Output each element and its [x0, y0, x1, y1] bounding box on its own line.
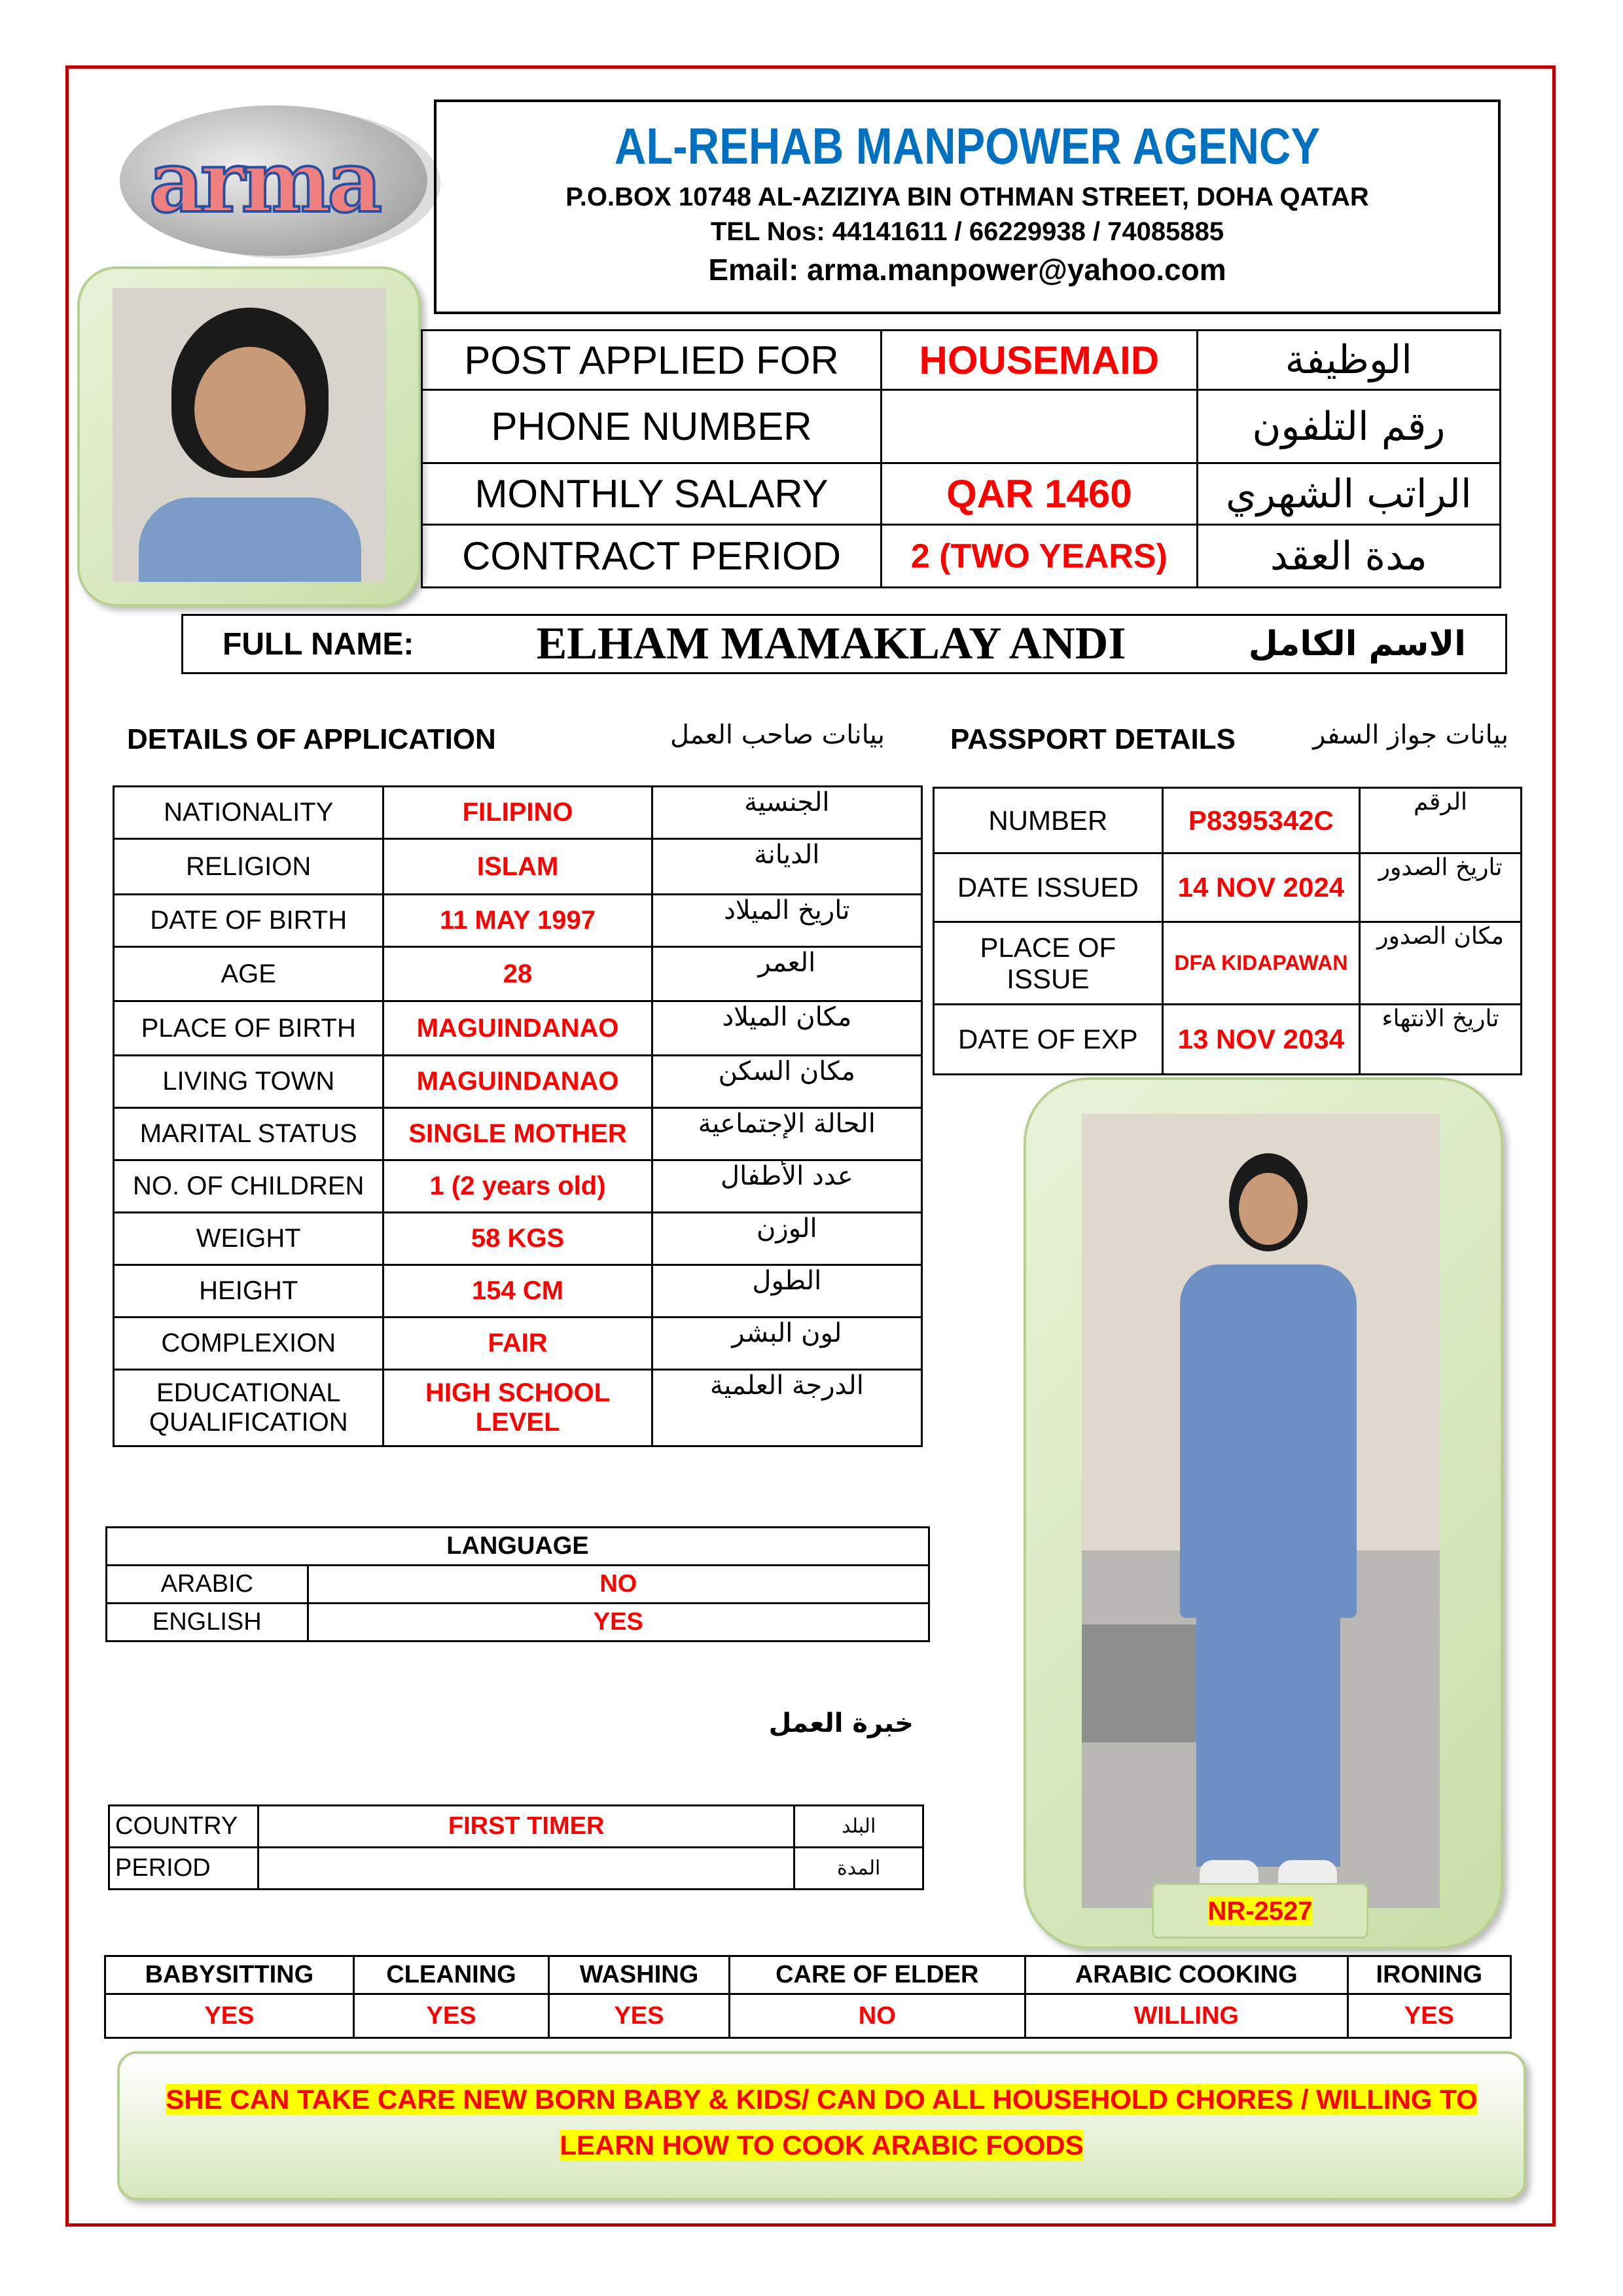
table-row	[114, 1160, 922, 1213]
passport-details-table	[933, 787, 1522, 1075]
label: NO. OF CHILDREN	[114, 1160, 383, 1213]
label-ar: عدد الأطفال	[652, 1160, 921, 1213]
label: DATE OF BIRTH	[114, 895, 383, 947]
agency-address: P.O.BOX 10748 AL-AZIZIYA BIN OTHMAN STREET, DOHA QATAR	[565, 183, 1369, 211]
table-row	[422, 525, 1501, 588]
value: FIRST TIMER	[258, 1806, 794, 1848]
value: 154 CM	[383, 1265, 652, 1318]
label: MARITAL STATUS	[114, 1108, 383, 1160]
skill-value: YES	[1347, 1994, 1510, 2038]
value: YES	[308, 1604, 929, 1641]
table-row	[114, 1265, 922, 1318]
passport-heading-ar: بيانات جواز السفر	[1313, 720, 1508, 750]
table-row	[934, 788, 1522, 853]
skills-table	[104, 1955, 1512, 2039]
language-title: LANGUAGE	[107, 1528, 929, 1566]
language-table	[105, 1526, 930, 1642]
agency-email: Email: arma.manpower@yahoo.com	[708, 253, 1226, 287]
skill-value: YES	[549, 1994, 729, 2038]
remarks-box	[117, 2051, 1526, 2200]
table-row	[422, 331, 1501, 390]
remarks-text: SHE CAN TAKE CARE NEW BORN BABY & KIDS/ CAN DO ALL HOUSEHOLD CHORES / WILLING TO LEARN HOW TO COOK ARABIC FOODS	[166, 2084, 1478, 2161]
label-ar: البلد	[794, 1806, 923, 1848]
skill-label: BABYSITTING	[105, 1956, 354, 1994]
table-row	[107, 1566, 929, 1604]
reference-code: NR-2527	[1207, 1897, 1313, 1926]
full-name-box	[181, 614, 1507, 674]
value: ISLAM	[383, 839, 652, 895]
label: RELIGION	[114, 839, 383, 895]
details-heading: DETAILS OF APPLICATION	[127, 723, 496, 755]
label-ar: الدرجة العلمية	[652, 1370, 921, 1446]
table-row	[422, 390, 1501, 463]
label-ar: الراتب الشهري	[1197, 463, 1500, 525]
value: HIGH SCHOOL LEVEL	[383, 1370, 652, 1446]
skill-label: CLEANING	[353, 1956, 549, 1994]
full-name-label: FULL NAME:	[223, 626, 414, 662]
label-ar: مدة العقد	[1197, 525, 1500, 588]
label: COUNTRY	[109, 1806, 259, 1848]
details-heading-ar: بيانات صاحب العمل	[670, 720, 885, 750]
label: ENGLISH	[107, 1604, 308, 1641]
label-ar: تاريخ الانتهاء	[1360, 1005, 1522, 1075]
label: ARABIC	[107, 1566, 308, 1604]
label-ar: العمر	[652, 947, 921, 1001]
value: MAGUINDANAO	[383, 1001, 652, 1056]
passport-heading: PASSPORT DETAILS	[950, 723, 1236, 755]
value: 14 NOV 2024	[1162, 853, 1359, 922]
full-name-label-ar: الاسم الكامل	[1248, 624, 1466, 664]
label-ar: مكان السكن	[652, 1056, 921, 1108]
value: 28	[383, 947, 652, 1001]
table-row	[934, 1005, 1522, 1075]
job-summary-table	[421, 329, 1501, 588]
value: DFA KIDAPAWAN	[1162, 922, 1359, 1005]
skill-value: NO	[729, 1994, 1025, 2038]
table-row	[107, 1604, 929, 1641]
full-body-photo	[1082, 1114, 1440, 1908]
value: SINGLE MOTHER	[383, 1108, 652, 1160]
label-ar: الجنسية	[652, 787, 921, 839]
label-ar: مكان الصدور	[1360, 922, 1522, 1005]
label-ar: تاريخ الميلاد	[652, 895, 921, 947]
table-row	[114, 1108, 922, 1160]
label-ar: لون البشر	[652, 1318, 921, 1370]
value: P8395342C	[1162, 788, 1359, 853]
label-ar: الوزن	[652, 1213, 921, 1265]
label: MONTHLY SALARY	[422, 463, 882, 525]
work-experience-table	[108, 1804, 924, 1890]
value: 13 NOV 2034	[1162, 1005, 1359, 1075]
table-row	[114, 947, 922, 1001]
label-ar: مكان الميلاد	[652, 1001, 921, 1056]
value	[258, 1848, 794, 1890]
label: EDUCATIONAL QUALIFICATION	[114, 1370, 383, 1446]
agency-name: AL-REHAB MANPOWER AGENCY	[614, 117, 1321, 175]
label-ar: الرقم	[1360, 788, 1522, 853]
table-row	[114, 1056, 922, 1108]
skill-value: YES	[353, 1994, 549, 2038]
label: PHONE NUMBER	[422, 390, 882, 463]
table-row	[934, 853, 1522, 922]
value	[882, 390, 1198, 463]
table-row	[114, 1213, 922, 1265]
label: PLACE OF BIRTH	[114, 1001, 383, 1056]
label-ar: الديانة	[652, 839, 921, 895]
value: 11 MAY 1997	[383, 895, 652, 947]
agency-tel: TEL Nos: 44141611 / 66229938 / 74085885	[710, 217, 1224, 246]
label-ar: تاريخ الصدور	[1360, 853, 1522, 922]
label-ar: الحالة الإجتماعية	[652, 1108, 921, 1160]
skill-value: WILLING	[1025, 1994, 1347, 2038]
application-details-table	[113, 785, 923, 1447]
label-ar: الطول	[652, 1265, 921, 1318]
label: DATE OF EXP	[934, 1005, 1163, 1075]
label: AGE	[114, 947, 383, 1001]
label: PLACE OF ISSUE	[934, 922, 1163, 1005]
label: COMPLEXION	[114, 1318, 383, 1370]
label: POST APPLIED FOR	[422, 331, 882, 390]
table-row	[114, 1001, 922, 1056]
value: NO	[308, 1566, 929, 1604]
table-row	[109, 1848, 923, 1890]
table-row	[114, 895, 922, 947]
skill-value: YES	[105, 1994, 354, 2038]
skill-label: CARE OF ELDER	[729, 1956, 1025, 1994]
label: WEIGHT	[114, 1213, 383, 1265]
value: MAGUINDANAO	[383, 1056, 652, 1108]
table-row	[109, 1806, 923, 1848]
value: FILIPINO	[383, 787, 652, 839]
label: CONTRACT PERIOD	[422, 525, 882, 588]
label: HEIGHT	[114, 1265, 383, 1318]
value: 1 (2 years old)	[383, 1160, 652, 1213]
value: FAIR	[383, 1318, 652, 1370]
full-name-value: ELHAM MAMAKLAY ANDI	[536, 619, 1126, 669]
label: DATE ISSUED	[934, 853, 1163, 922]
table-row	[422, 463, 1501, 525]
label: NUMBER	[934, 788, 1163, 853]
label: PERIOD	[109, 1848, 259, 1890]
label: NATIONALITY	[114, 787, 383, 839]
portrait-photo	[113, 288, 386, 582]
value: QAR 1460	[882, 463, 1198, 525]
label-ar: المدة	[794, 1848, 923, 1890]
label-ar: الوظيفة	[1197, 331, 1500, 390]
label-ar: رقم التلفون	[1197, 390, 1500, 463]
agency-logo	[120, 105, 427, 256]
skill-label: WASHING	[549, 1956, 729, 1994]
skill-label: IRONING	[1347, 1956, 1510, 1994]
table-row	[934, 922, 1522, 1005]
skill-label: ARABIC COOKING	[1025, 1956, 1347, 1994]
label: LIVING TOWN	[114, 1056, 383, 1108]
logo-text: arma	[149, 132, 379, 232]
value: 58 KGS	[383, 1213, 652, 1265]
table-row	[114, 1370, 922, 1446]
value: 2 (TWO YEARS)	[882, 525, 1198, 588]
work-experience-heading-ar: خبرة العمل	[768, 1708, 914, 1738]
reference-code-tag	[1152, 1883, 1368, 1939]
agency-header	[434, 99, 1501, 314]
table-row	[114, 787, 922, 839]
table-row	[114, 1318, 922, 1370]
value: HOUSEMAID	[882, 331, 1198, 390]
table-row	[114, 839, 922, 895]
